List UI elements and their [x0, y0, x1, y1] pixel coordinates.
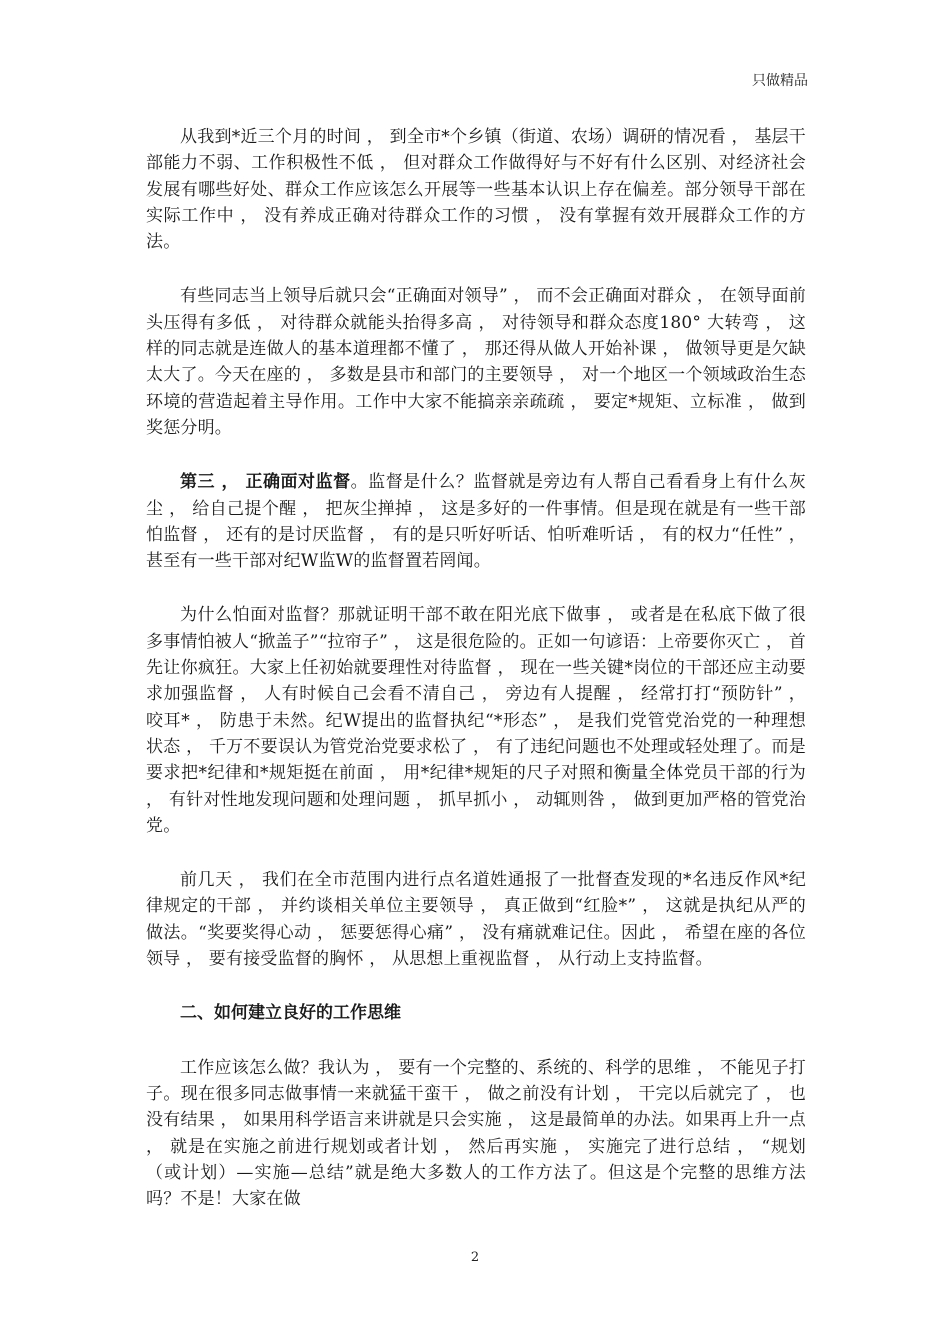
- section-heading-2: 二、如何建立良好的工作思维: [180, 1003, 401, 1024]
- paragraph-4: 为什么怕面对监督？那就证明干部不敢在阳光底下做事 ， 或者是在私底下做了很多事情怕被人“掀盖子”“拉帘子” ， 这是很危险的。正如一句谚语：上帝要你灭亡 ， 首先让你疯狂。大家上任初始就要理性对待监督 ， 现在一些关键*岗位的干部还应主动要求加强监督 ， 人有时候自己会看不清自己 ， 旁边有人提醒 ， 经常打打“预防针” ， 咬耳* ， 防患于未然。纪W提出的监督执纪“*形态” ， 是我们党管党治党的一种理想状态 ， 千万不要误认为管党治党要求松了 ， 有了违纪问题也不处理或轻处理了。而是要求把*纪律和*规矩挺在前面 ， 用*纪律*规矩的尺子对照和衡量全体党员干部的行为 ， 有针对性地发现问题和处理问题 ， 抓早抓小 ， 动辄则咎 ， 做到更加严格的管党治党。: [146, 605, 806, 836]
- paragraph-3: [146, 469, 806, 574]
- page-header: 只做精品: [752, 73, 808, 89]
- paragraph-6: 工作应该怎么做？我认为 ， 要有一个完整的、系统的、科学的思维 ， 不能见子打子。现在很多同志做事情一来就猛干蛮干 ， 做之前没有计划 ， 干完以后就完了 ， 也没有结果 ， 如果用科学语言来讲就是只会实施 ， 这是最简单的办法。如果再上升一点 ， 就是在实施之前进行规划或者计划 ， 然后再实施 ， 实施完了进行总结 ， “规划（或计划）—实施—总结”就是绝大多数人的工作方法了。但这是个完整的思维方法吗？不是！大家在做: [146, 1057, 806, 1210]
- paragraph-2: 有些同志当上领导后就只会“正确面对领导” ， 而不会正确面对群众 ， 在领导面前头压得有多低 ， 对待群众就能头抬得多高 ， 对待领导和群众态度180° 大转弯 ， 这样的同志就是连做人的基本道理都不懂了 ， 那还得从做人开始补课 ， 做领导更是欠缺太大了。今天在座的 ， 多数是县市和部门的主要领导 ， 对一个地区一个领域政治生态环境的营造起着主导作用。工作中大家不能搞亲亲疏疏 ， 要定*规矩、立标准 ， 做到奖惩分明。: [146, 286, 806, 438]
- paragraph-3-text: 。监督是什么？监督就是旁边有人帮自己看看身上有什么灰尘 ， 给自己提个醒 ， 把灰尘掸掉 ， 这是多好的一件事情。但是现在就是有一些干部怕监督 ， 还有的是讨厌监督 ， 有的是只听好听话、怕听难听话 ， 有的权力“任性” ， 甚至有一些干部对纪W监W的监督置若罔闻。: [146, 472, 806, 572]
- page-number: 2: [470, 1250, 480, 1265]
- section-three-title: 第三 ， 正确面对监督: [180, 472, 351, 493]
- document-body: [146, 124, 806, 1240]
- paragraph-5: 前几天 ， 我们在全市范围内进行点名道姓通报了一批督查发现的*名违反作风*纪律规定的干部 ， 并约谈相关单位主要领导 ， 真正做到“红脸*” ， 这就是执纪从严的做法。“奖要奖得心动 ， 惩要惩得心痛” ， 没有痛就难记住。因此 ， 希望在座的各位领导 ， 要有接受监督的胸怀 ， 从思想上重视监督 ， 从行动上支持监督。: [146, 870, 806, 970]
- paragraph-1: 从我到*近三个月的时间 ， 到全市*个乡镇（街道、农场）调研的情况看 ， 基层干部能力不弱、工作积极性不低 ， 但对群众工作做得好与不好有什么区别、对经济社会发展有哪些好处、群众工作应该怎么开展等一些基本认识上存在偏差。部分领导干部在实际工作中 ， 没有养成正确对待群众工作的习惯 ， 没有掌握有效开展群众工作的方法。: [146, 127, 806, 253]
